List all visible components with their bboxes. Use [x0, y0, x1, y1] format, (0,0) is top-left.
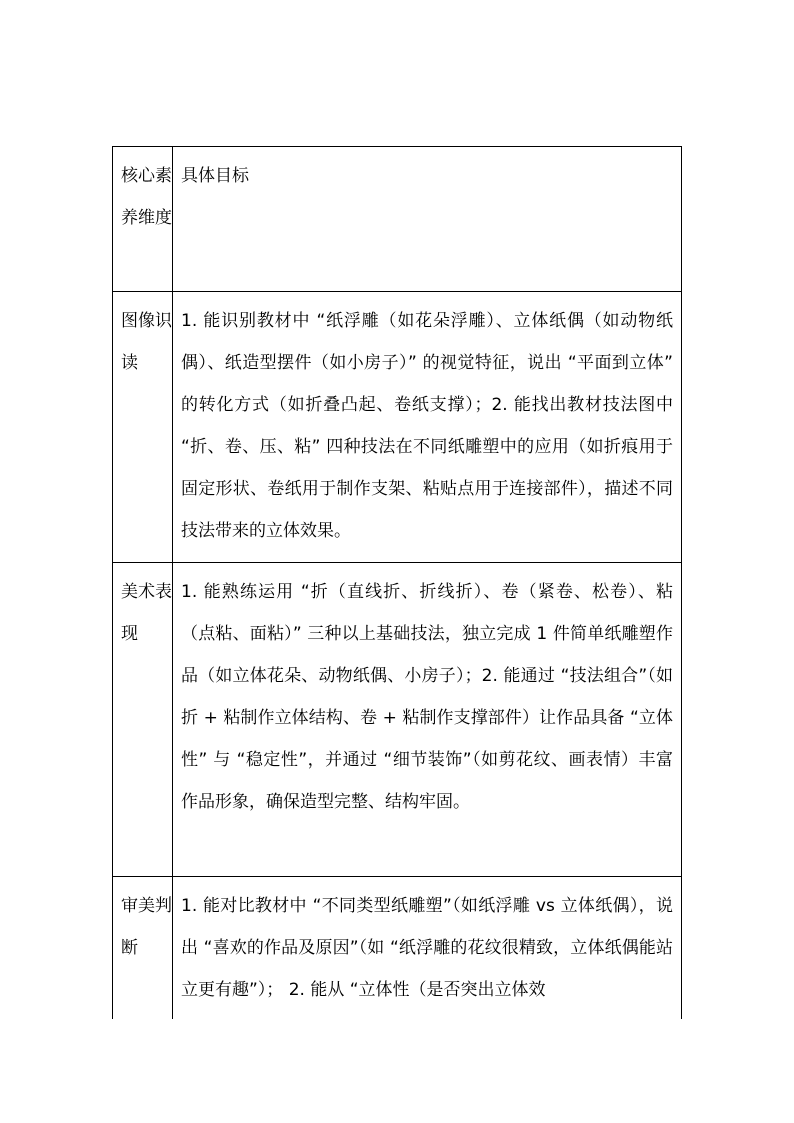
goal-cell [173, 292, 682, 563]
dimension-text: 审美判断 [121, 896, 172, 958]
header-dimension-text: 核心素养维度 [121, 166, 172, 228]
table-header-row [113, 147, 682, 292]
goal-cell [173, 877, 682, 1020]
table-viewport [112, 146, 682, 1019]
header-goal-text: 具体目标 [181, 166, 249, 186]
header-dimension-cell [113, 147, 173, 292]
header-goal-cell [173, 147, 682, 292]
dimension-cell [113, 292, 173, 563]
dimension-cell [113, 563, 173, 877]
table-row-image-reading [113, 292, 682, 563]
dimension-text: 图像识读 [121, 311, 172, 373]
core-literacy-goals-table [112, 146, 682, 1019]
goal-text: 1. 能熟练运用 “折（直线折、折线折）、卷（紧卷、松卷）、粘（点粘、面粘）” 三种以上基础技法，独立完成 1 件简单纸雕塑作品（如立体花朵、动物纸偶、小房子）；2. 能通过 “技法组合”（如折 + 粘制作立体结构、卷 + 粘制作支撑部件）让作品具备 “立体性” 与 “稳定性”，并通过 “细节装饰”（如剪花纹、画表情）丰富作品形象，确保造型完整、结构牢固。 [181, 582, 673, 812]
dimension-text: 美术表现 [121, 582, 172, 644]
goal-cell [173, 563, 682, 877]
goal-text: 1. 能对比教材中 “不同类型纸雕塑”（如纸浮雕 vs 立体纸偶），说出 “喜欢的作品及原因”（如 “纸浮雕的花纹很精致，立体纸偶能站立更有趣”）； 2. 能从 “立体性（是否突出立体效 [181, 896, 673, 1000]
table-row-aesthetic-judgment [113, 877, 682, 1020]
table-row-art-expression [113, 563, 682, 877]
dimension-cell [113, 877, 173, 1020]
goal-text: 1. 能识别教材中 “纸浮雕（如花朵浮雕）、立体纸偶（如动物纸偶）、纸造型摆件（如小房子）” 的视觉特征，说出 “平面到立体” 的转化方式（如折叠凸起、卷纸支撑）；2. 能找出教材技法图中 “折、卷、压、粘” 四种技法在不同纸雕塑中的应用（如折痕用于固定形状、卷纸用于制作支架、粘贴点用于连接部件），描述不同技法带来的立体效果。 [181, 311, 673, 541]
